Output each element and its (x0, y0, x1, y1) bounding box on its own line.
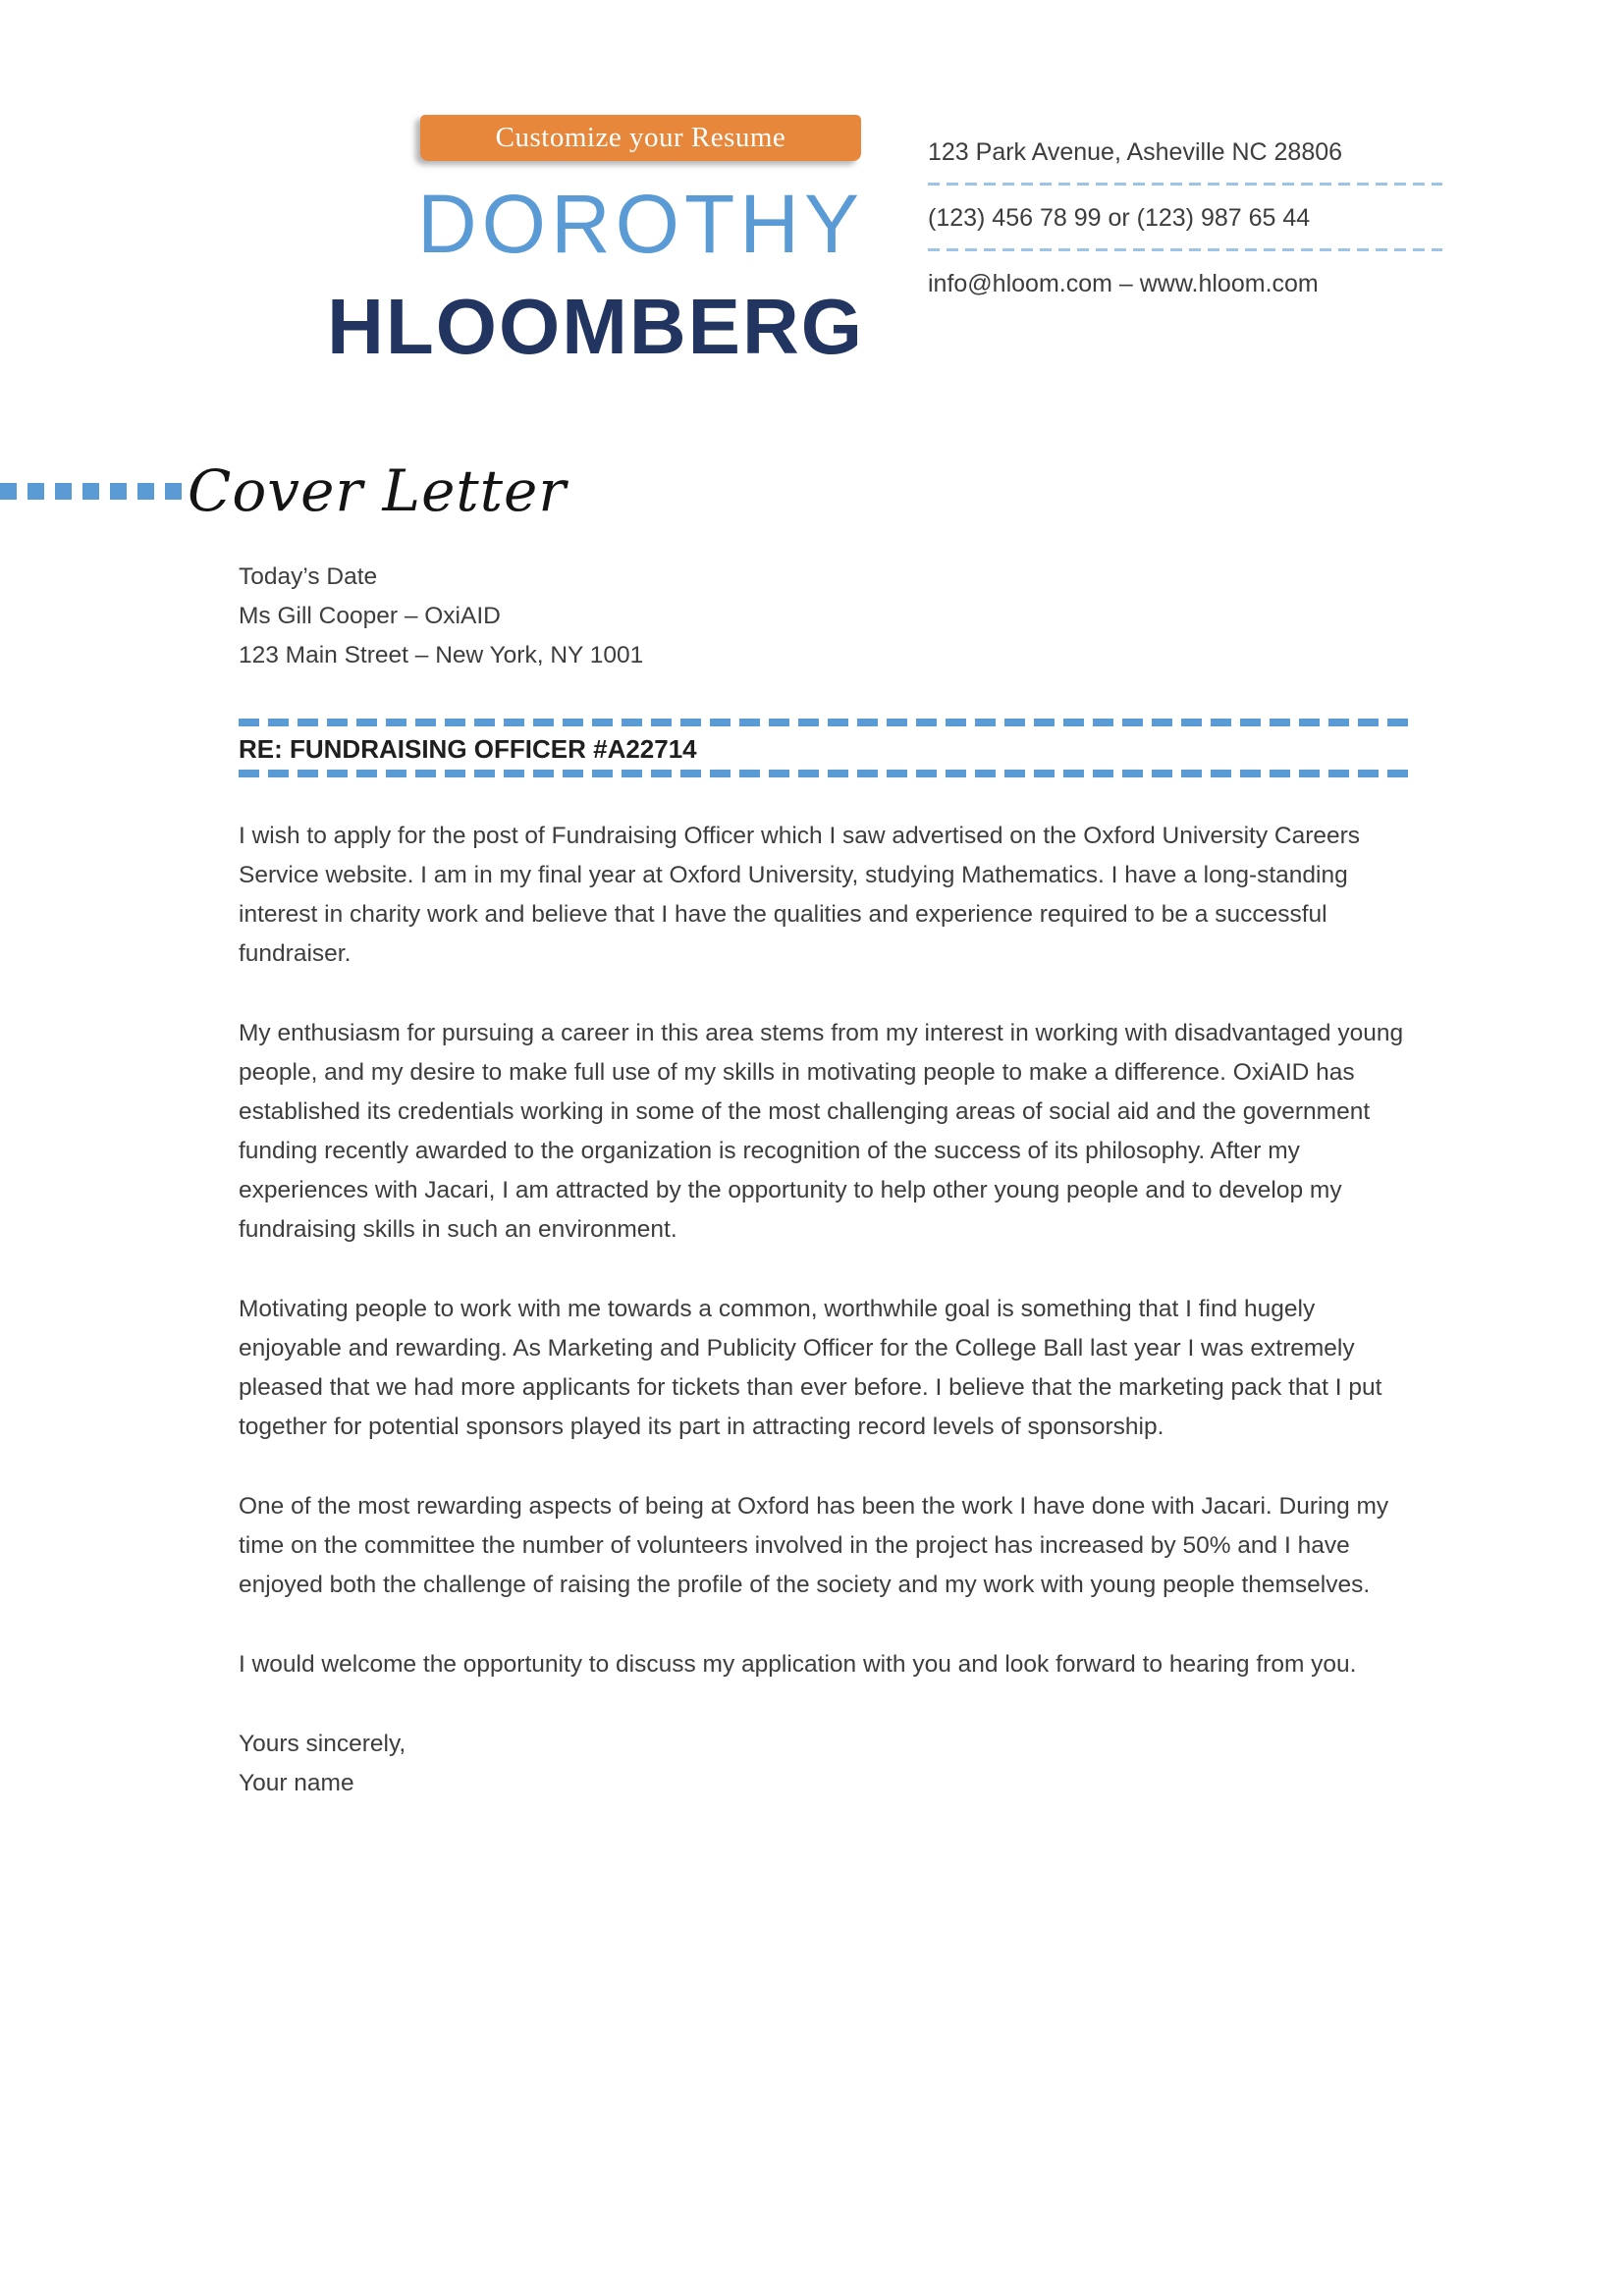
dashed-divider (928, 248, 1442, 251)
letter-paragraph: My enthusiasm for pursuing a career in this area stems from my interest in working with disadvantaged young people, and my desire to make full use of my skills in motivating people to make a difference. OxiAID has established its credentials working in some of the most challenging areas of social aid and the government funding recently awarded to the organization is recognition of the success of its philosophy. After my experiences with Jacari, I am attracted by the opportunity to help other young people and to develop my fundraising skills in such an environment. (239, 1020, 1404, 1243)
last-name: HLOOMBERG (327, 282, 864, 370)
cover-letter-title: Cover Letter (188, 457, 568, 524)
contact-block (928, 135, 1442, 300)
blue-square-bullet (55, 483, 72, 500)
signature-line: Your name (239, 1770, 354, 1796)
recipient-address: 123 Main Street – New York, NY 1001 (239, 642, 644, 668)
letter-paragraph: Motivating people to work with me towards a common, worthwhile goal is something that I find hugely enjoyable and rewarding. As Marketing and Publicity Officer for the College Ball last year I was extremely pleased that we had more applicants for tickets than ever before. I believe that the marketing pack that I put together for potential sponsors played its part in attracting record levels of sponsorship. (239, 1296, 1382, 1440)
closing-line: Yours sincerely, (239, 1731, 406, 1757)
dashed-rule-top (239, 719, 1415, 726)
name-block (0, 178, 864, 370)
square-bullets (0, 483, 188, 500)
letter-paragraph: I would welcome the opportunity to discuss my application with you and look forward to hearing from you. (239, 1651, 1357, 1678)
first-name: DOROTHY (417, 178, 864, 270)
contact-email-website: info@hloom.com – www.hloom.com (928, 270, 1319, 297)
letter-paragraph: I wish to apply for the post of Fundraising Officer which I saw advertised on the Oxford University Careers Service website. I am in my final year at Oxford University, studying Mathematics. I have a long-standing interest in charity work and believe that I have the qualities and experience required to be a successful fundraiser. (239, 823, 1361, 967)
section-title-row (0, 450, 567, 532)
dashed-divider (928, 183, 1442, 186)
subject-block (239, 719, 1415, 777)
letter-body (239, 558, 1415, 1803)
date-line: Today’s Date (239, 563, 378, 590)
customize-resume-label: Customize your Resume (495, 122, 786, 153)
blue-square-bullet (0, 483, 17, 500)
contact-phone: (123) 456 78 99 or (123) 987 65 44 (928, 204, 1311, 232)
blue-square-bullet (165, 483, 182, 500)
dashed-rule-bottom (239, 770, 1415, 777)
recipient-name: Ms Gill Cooper – OxiAID (239, 603, 501, 629)
customize-resume-button[interactable] (420, 115, 861, 161)
letter-paragraph: One of the most rewarding aspects of being at Oxford has been the work I have done with Jacari. During my time on the committee the number of volunteers involved in the project has increased by 50% and I have enjoyed both the challenge of raising the profile of the society and my work with young people themselves. (239, 1493, 1389, 1598)
closing-block (239, 1725, 1415, 1803)
paragraphs (239, 817, 1415, 1684)
contact-address: 123 Park Avenue, Asheville NC 28806 (928, 138, 1343, 166)
blue-square-bullet (110, 483, 127, 500)
blue-square-bullet (137, 483, 154, 500)
subject-line: RE: FUNDRAISING OFFICER #A22714 (239, 734, 697, 764)
recipient-block (239, 558, 1415, 675)
blue-square-bullet (82, 483, 99, 500)
blue-square-bullet (27, 483, 44, 500)
